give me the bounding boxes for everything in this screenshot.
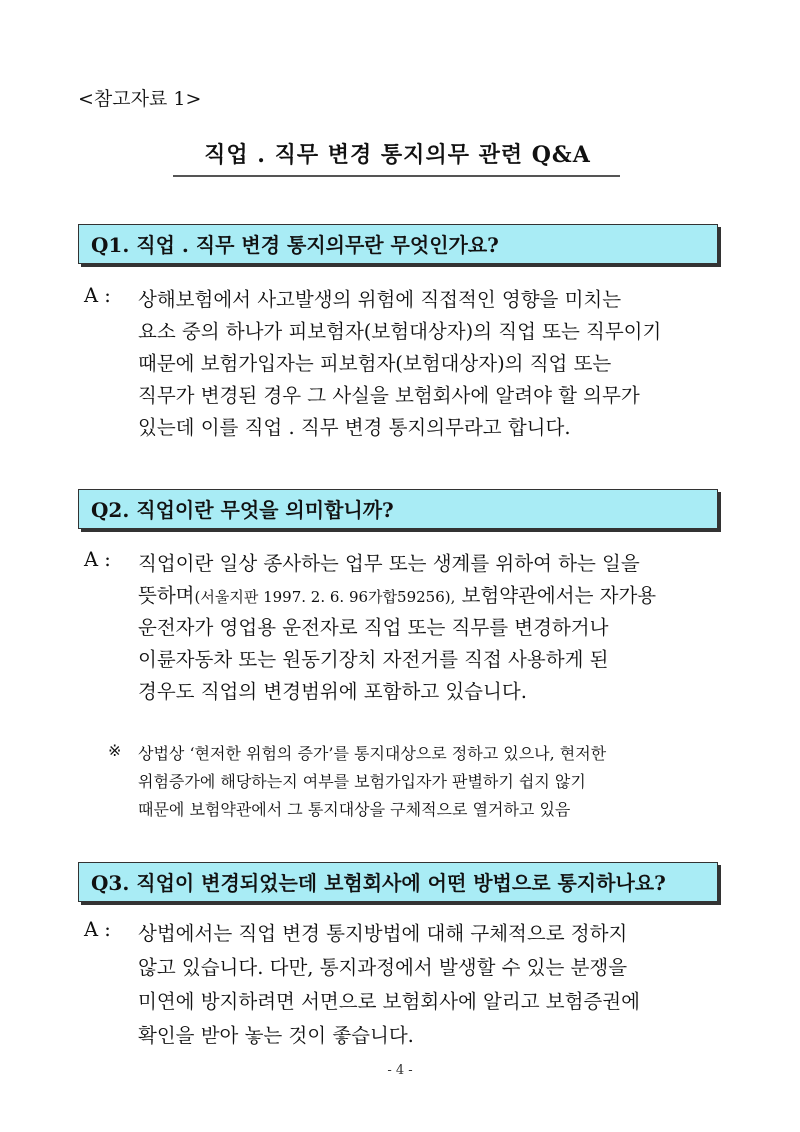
answer-prefix: A : [84, 284, 111, 307]
page-number: - 4 - [387, 1063, 413, 1078]
answer-line [138, 580, 724, 608]
note-line: 위험증가에 해당하는지 여부를 보험가입자가 판별하기 쉽지 않기 [138, 772, 586, 791]
answer-line: 상해보험에서 사고발생의 위험에 직접적인 영향을 미치는 [138, 288, 622, 311]
answer-line: 직업이란 일상 종사하는 업무 또는 생계를 위하여 하는 일을 [138, 552, 640, 575]
answer-line: 이륜자동차 또는 원동기장치 자전거를 직접 사용하게 된 [138, 648, 609, 671]
answer-text: 보험약관에서는 자가용 [455, 584, 657, 607]
answer-text: 뜻하며 [138, 584, 195, 607]
answer-prefix: A : [84, 548, 111, 571]
answer-line: 있는데 이를 직업 . 직무 변경 통지의무라고 합니다. [138, 416, 571, 439]
answer-line: 확인을 받아 놓는 것이 좋습니다. [138, 1024, 414, 1047]
answer-line: 요소 중의 하나가 피보험자(보험대상자)의 직업 또는 직무이기 [138, 320, 662, 343]
reference-label: <참고자료 1> [78, 88, 202, 110]
question-2-box: Q2. 직업이란 무엇을 의미합니까? [78, 489, 718, 529]
question-3-box: Q3. 직업이 변경되었는데 보험회사에 어떤 방법으로 통지하나요? [78, 862, 718, 902]
court-citation: (서울지판 1997. 2. 6. 96가합59256), [194, 588, 456, 606]
question-1-box: Q1. 직업 . 직무 변경 통지의무란 무엇인가요? [78, 224, 718, 264]
answer-line: 상법에서는 직업 변경 통지방법에 대해 구체적으로 정하지 [138, 922, 628, 945]
answer-line: 미연에 방지하려면 서면으로 보험회사에 알리고 보험증권에 [138, 990, 640, 1013]
answer-line: 때문에 보험가입자는 피보험자(보험대상자)의 직업 또는 [138, 352, 612, 375]
answer-line: 경우도 직업의 변경범위에 포함하고 있습니다. [138, 680, 527, 703]
answer-line: 않고 있습니다. 다만, 통지과정에서 발생할 수 있는 분쟁을 [138, 956, 628, 979]
note-mark: ※ [108, 741, 122, 760]
page-title: 직업 . 직무 변경 통지의무 관련 Q&A [204, 142, 591, 168]
answer-prefix: A : [84, 918, 111, 941]
note-line: 때문에 보험약관에서 그 통지대상을 구체적으로 열거하고 있음 [138, 800, 571, 819]
answer-line: 운전자가 영업용 운전자로 직업 또는 직무를 변경하거나 [138, 616, 609, 639]
title-underline [173, 175, 620, 177]
answer-line: 직무가 변경된 경우 그 사실을 보험회사에 알려야 할 의무가 [138, 384, 640, 407]
note-line: 상법상 ‘현저한 위험의 증가’를 통지대상으로 정하고 있으나, 현저한 [138, 744, 607, 763]
